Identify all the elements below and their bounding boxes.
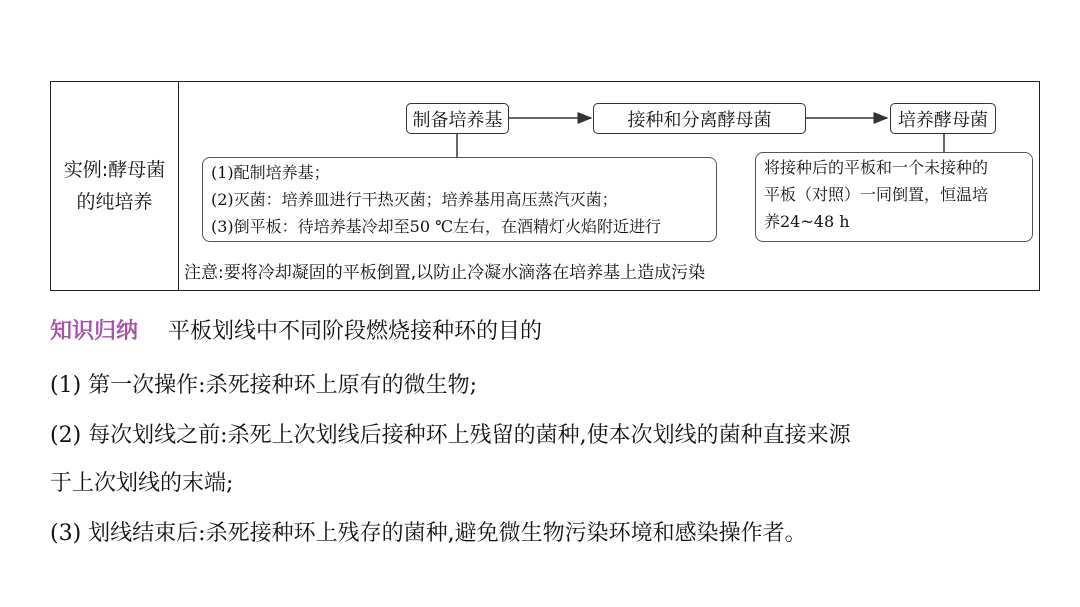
summary-tag: 知识归纳 <box>50 319 139 344</box>
summary-line-1: (1) 第一次操作:杀死接种环上原有的微生物; <box>50 373 477 398</box>
table-note: 注意:要将冷却凝固的平板倒置,以防止冷凝水滴落在培养基上造成污染 <box>184 263 706 283</box>
prep-details-box <box>202 157 717 242</box>
summary-header <box>50 314 542 345</box>
culture-detail-3: 养24~48 h <box>764 212 850 231</box>
table-label-line1: 实例:酵母菌 <box>63 159 166 181</box>
summary-line-2: (2) 每次划线之前:杀死上次划线后接种环上残留的菌种,使本次划线的菌种直接来源 <box>50 423 851 448</box>
summary-title: 平板划线中不同阶段燃烧接种环的目的 <box>168 319 543 344</box>
prep-detail-1: (1)配制培养基； <box>211 163 330 182</box>
flow-step-prepare-medium: 制备培养基 <box>406 103 509 134</box>
flow-step-inoculate-separate: 接种和分离酵母菌 <box>593 103 806 134</box>
summary-line-4: (3) 划线结束后:杀死接种环上残存的菌种,避免微生物污染环境和感染操作者。 <box>50 521 807 546</box>
flow-step-culture-yeast: 培养酵母菌 <box>890 103 996 134</box>
culture-detail-2: 平板（对照）一同倒置，恒温培 <box>764 185 989 204</box>
culture-detail-1: 将接种后的平板和一个未接种的 <box>764 158 989 177</box>
table-label-line2: 的纯培养 <box>76 191 153 213</box>
prep-detail-2: (2)灭菌：培养皿进行干热灭菌；培养基用高压蒸汽灭菌； <box>211 190 618 209</box>
table-label-cell <box>51 82 179 290</box>
experiment-table <box>50 81 1040 291</box>
culture-details-box <box>755 152 1033 242</box>
summary-line-3: 于上次划线的末端; <box>50 471 234 496</box>
table-content-cell <box>179 82 1039 290</box>
prep-detail-3: (3)倒平板：待培养基冷却至50 ℃左右，在酒精灯火焰附近进行 <box>211 217 662 236</box>
